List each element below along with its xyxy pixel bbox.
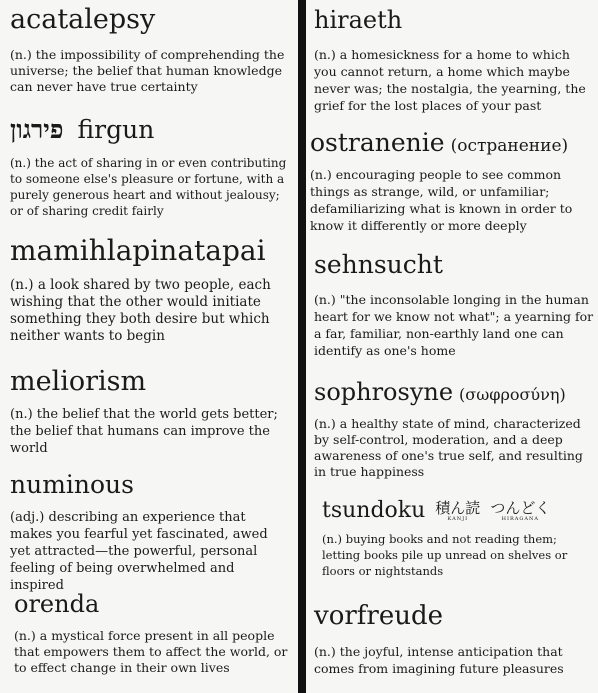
greek-spelling: (σωφροσύνη) [459, 385, 566, 404]
entry-definition [10, 406, 292, 457]
part-of-speech: (n.) [314, 416, 336, 431]
part-of-speech: (n.) [10, 47, 32, 62]
definition-text: the joyful, intense anticipation that comes from imagining future pleasures [314, 644, 564, 676]
part-of-speech: (n.) [310, 167, 332, 182]
definition-text: the act of sharing in or even contributing to someone else's pleasure or fortune, with a purely generous heart and without jealousy; or of sharing credit fairly [10, 156, 287, 218]
definition-text: describing an experience that makes you fearful yet fascinated, awed yet attracted—the powerful, personal feeling of being overwhelmed and inspired [10, 510, 268, 593]
entry-word [10, 117, 292, 142]
entry-word: meliorism [10, 366, 147, 397]
entry-orenda [14, 592, 294, 676]
kana-caption: HIRAGANA [501, 515, 539, 522]
definition-text: encouraging people to see common things as strange, wild, or unfamiliar; defamiliarizing what is known in order to know it differently or more deeply [310, 167, 573, 233]
part-of-speech: (n.) [14, 628, 36, 643]
kanji-text: 積ん読 [435, 498, 481, 517]
entry-word: vorfreude [314, 601, 443, 631]
entry-word: numinous [10, 470, 134, 499]
entry-tsundoku [322, 500, 594, 579]
entry-mamihlapinatapai [10, 234, 292, 345]
part-of-speech: (n.) [10, 156, 31, 170]
entry-ostranenie [310, 130, 595, 234]
definition-text: a healthy state of mind, characterized by self-control, moderation, and a deep awareness of one's true self, and resulting in true happiness [314, 416, 583, 479]
entry-vorfreude [314, 603, 596, 677]
entry-acatalepsy [10, 6, 292, 95]
kanji-caption: KANJI [447, 515, 469, 522]
hebrew-spelling: פירגון [10, 115, 64, 144]
kanji-spelling [435, 498, 481, 522]
definition-text: the belief that the world gets better; the belief that humans can improve the world [10, 407, 278, 456]
entry-word: hiraeth [314, 6, 403, 34]
entry-word-latin: firgun [77, 115, 155, 144]
definition-text: a homesickness for a home to which you cannot return, a home which maybe never was; the nostalgia, the yearning, the grief for the lost places of your past [314, 47, 586, 113]
part-of-speech: (n.) [10, 277, 34, 293]
entry-word [310, 130, 595, 155]
cyrillic-spelling: (остранение) [450, 136, 569, 156]
entry-word: mamihlapinatapai [10, 234, 266, 267]
entry-definition [14, 628, 294, 676]
column-divider [298, 0, 306, 693]
entry-definition [10, 277, 292, 345]
entry-definition [314, 46, 594, 114]
entry-word: orenda [14, 590, 100, 618]
part-of-speech: (n.) [10, 407, 33, 422]
entry-definition [314, 291, 594, 359]
entry-word: acatalepsy [10, 4, 156, 35]
entry-numinous [10, 472, 292, 594]
entry-sehnsucht [314, 252, 594, 359]
entry-definition [314, 416, 596, 480]
kana-spelling [490, 498, 551, 522]
entry-firgun [10, 117, 292, 219]
part-of-speech: (n.) [314, 292, 336, 307]
part-of-speech: (adj.) [10, 510, 45, 525]
entry-word: sehnsucht [314, 250, 443, 279]
entry-definition [10, 47, 292, 95]
kana-text: つんどく [490, 498, 551, 517]
entry-word-latin: ostranenie [310, 128, 445, 157]
part-of-speech: (n.) [322, 532, 343, 546]
entry-word [314, 380, 596, 404]
definition-text: "the inconsolable longing in the human heart for we know not what"; a yearning for a far, familiar, non-earthly land one can identify as one's home [314, 292, 594, 358]
right-column [306, 0, 598, 693]
part-of-speech: (n.) [314, 47, 336, 62]
entry-meliorism [10, 368, 292, 457]
entry-word-latin: sophrosyne [314, 378, 454, 406]
entry-definition [314, 643, 596, 677]
entry-definition [310, 166, 595, 234]
left-column [0, 0, 298, 693]
entry-definition [10, 509, 292, 594]
entry-word-latin: tsundoku [322, 498, 426, 523]
definition-text: the impossibility of comprehending the universe; the belief that human knowledge can never have true certainty [10, 47, 285, 94]
entry-definition [10, 155, 292, 219]
definition-text: a mystical force present in all people that empowers them to affect the world, or to effect change in their own lives [14, 628, 288, 675]
entry-hiraeth [314, 8, 594, 114]
definition-text: a look shared by two people, each wishing that the other would initiate something they both desire but which neither wants to begin [10, 277, 271, 344]
entry-definition [322, 531, 594, 579]
part-of-speech: (n.) [314, 644, 336, 659]
entry-sophrosyne [314, 380, 596, 480]
definition-text: buying books and not reading them; letting books pile up unread on shelves or floors or nightstands [322, 532, 568, 578]
entry-word [322, 500, 594, 522]
